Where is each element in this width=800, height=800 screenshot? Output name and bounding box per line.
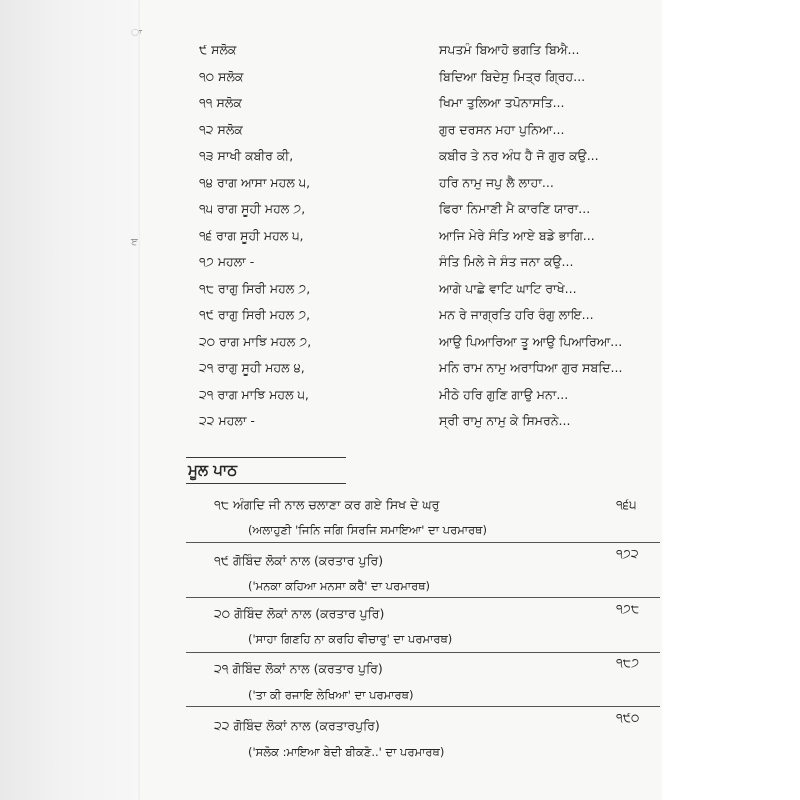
toc-first-line: ਸ੍ਰੀ ਰਾਮੁ ਨਾਮੁ ਕੇ ਸਿਮਰਨੇ... [439, 413, 571, 428]
entry-page-number: ੧੬੫ [616, 497, 637, 512]
toc-title: ੧੧ ਸਲੋਕ [199, 95, 242, 110]
toc-row [199, 41, 659, 68]
entry-subtitle: ('ਸਲੋਕ :ਮਾਇਆ ਬੇਦੀ ਬੀਕਣੋ..' ਦਾ ਪਰਮਾਰਥ) [248, 745, 445, 759]
toc-title: ੧੫ ਰਾਗ ਸੂਹੀ ਮਹਲ ੭, [199, 201, 306, 216]
toc-row [199, 121, 659, 148]
toc-first-line: ਬਿਦਿਆ ਬਿਦੇਸੁ ਮਿਤ੍ਰ ਗ੍ਰਿਹ... [439, 68, 586, 84]
right-background [662, 0, 800, 800]
toc-row [199, 359, 659, 386]
toc-title: ੨੨ ਮਹਲਾ - [199, 413, 255, 428]
toc-first-line: ਮਨਿ ਰਾਮ ਨਾਮੁ ਅਰਾਧਿਆ ਗੁਰ ਸਬਦਿ... [439, 360, 623, 375]
toc-title: ੧੦ ਸਲੋਕ [199, 68, 244, 84]
toc-first-line: ਮੀਠੇ ਹਰਿ ਗੁਣਿ ਗਾਉ ਮਨਾ... [439, 386, 569, 402]
toc-first-line: ਫਿਰਾ ਨਿਮਾਣੀ ਮੈ ਕਾਰਣਿ ਯਾਰਾ... [439, 201, 591, 216]
entry-subtitle: ('ਤਾ ਕੀ ਰਜਾਇ ਲੇਖਿਆ' ਦਾ ਪਰਮਾਰਥ) [248, 688, 414, 702]
toc-first-line: ਆਜਿ ਮੇਰੇ ਸੰਤਿ ਆਏ ਬਡੇ ਭਾਗਿ... [439, 227, 595, 243]
toc-row [199, 412, 659, 439]
entry-title: ੨੧ ਗੋਬਿੰਦ ਲੋਕਾਂ ਨਾਲ (ਕਰਤਾਰ ਪੁਰਿ) [214, 661, 383, 676]
section-rule [186, 457, 346, 458]
entry-title: ੧੮ ਅੰਗਦਿ ਜੀ ਨਾਲ ਚਲਾਣਾ ਕਰ ਗਏ ਸਿਖ ਦੇ ਘਰੁ [214, 497, 440, 512]
toc-first-line: ਆਗੇ ਪਾਛੇ ਵਾਟਿ ਘਾਟਿ ਰਾਖੇ... [439, 280, 577, 296]
entry-subtitle: ('ਸਾਹਾ ਗਿਣਹਿ ਨਾ ਕਰਹਿ ਵੀਚਾਰੁ' ਦਾ ਪਰਮਾਰਥ) [248, 632, 453, 646]
toc-row [199, 68, 659, 95]
toc-row [199, 306, 659, 333]
toc-row [199, 94, 659, 121]
toc-row [199, 253, 659, 280]
toc-title: ੧੯ ਰਾਗੁ ਸਿਰੀ ਮਹਲ ੭, [199, 307, 311, 322]
previous-page-edge [0, 0, 140, 800]
toc-title: ੨੧ ਰਾਗ ਮਾਝਿ ਮਹਲ ੫, [199, 386, 309, 402]
toc-row [199, 280, 659, 307]
page-edge-mark: ੲ [131, 237, 138, 248]
entry-page-number: ੧੮੭ [616, 655, 640, 670]
toc-first-line: ਖਿਮਾ ਤੁਲਿਆ ਤਪੋਨਾਸਤਿ... [439, 95, 565, 110]
toc-first-line: ਗੁਰ ਦਰਸਨ ਮਹਾ ਪੁਨਿਆ... [439, 121, 565, 137]
entry-title: ੧੯ ਗੋਬਿੰਦ ਲੋਕਾਂ ਨਾਲ (ਕਰਤਾਰ ਪੁਰਿ) [214, 553, 384, 568]
toc-first-line: ਸਪਤਮੰ ਬਿਆਹੋ ਭਗਤਿ ਬਿਐ... [439, 42, 580, 57]
toc-title: ੨੦ ਰਾਗ ਮਾਝਿ ਮਹਲ ੭, [199, 333, 312, 349]
toc-row [199, 147, 659, 174]
toc-title: ੧੨ ਸਲੋਕ [199, 121, 243, 137]
entry-page-number: ੧੭੨ [616, 546, 639, 561]
toc-list [199, 41, 659, 439]
toc-row [199, 333, 659, 360]
toc-title: ੨੧ ਰਾਗੁ ਸੂਹੀ ਮਹਲ ੪, [199, 360, 305, 375]
toc-row [199, 174, 659, 201]
page-edge-mark: ਾ [131, 28, 142, 39]
entry-page-number: ੧੭੮ [616, 601, 640, 616]
toc-first-line: ਕਬੀਰ ਤੇ ਨਰ ਅੰਧ ਹੈ ਜੋ ਗੁਰ ਕਉ... [439, 148, 599, 163]
entry-title: ੨੦ ਗੋਬਿੰਦ ਲੋਕਾਂ ਨਾਲ (ਕਰਤਾਰ ਪੁਰਿ) [214, 606, 385, 621]
entry-subtitle: ('ਮਨਕਾ ਕਹਿਆ ਮਨਸਾ ਕਰੈ' ਦਾ ਪਰਮਾਰਥ) [248, 579, 430, 593]
toc-title: ੧੪ ਰਾਗ ਆਸਾ ਮਹਲ ੫, [199, 174, 311, 190]
toc-title: ੧੬ ਰਾਗ ਸੂਹੀ ਮਹਲ ੫, [199, 227, 304, 243]
toc-first-line: ਮਨ ਰੇ ਜਾਗ੍ਰਤਿ ਹਰਿ ਰੰਗੁ ਲਾਇ... [439, 307, 594, 322]
toc-first-line: ਸੰਤਿ ਮਿਲੇ ਜੇ ਸੰਤ ਜਨਾ ਕਉ... [439, 254, 574, 269]
toc-first-line: ਆਉ ਪਿਆਰਿਆ ਤੂ ਆਉ ਪਿਆਰਿਆ... [439, 333, 623, 349]
toc-row [199, 200, 659, 227]
section-title: ਮੂਲ ਪਾਠ [188, 461, 238, 479]
toc-row [199, 386, 659, 413]
toc-title: ੯ ਸਲੋਕ [199, 42, 237, 57]
entry-title: ੨੨ ਗੋਬਿੰਦ ਲੋਕਾਂ ਨਾਲ (ਕਰਤਾਰਪੁਰਿ) [214, 718, 380, 733]
entry-subtitle: (ਅਲਾਹੁਣੀ 'ਜਿਨਿ ਜਗਿ ਸਿਰਜਿ ਸਮਾਇਆ' ਦਾ ਪਰਮਾਰਥ) [248, 523, 487, 537]
toc-title: ੧੭ ਮਹਲਾ - [199, 254, 255, 269]
toc-title: ੧੮ ਰਾਗੁ ਸਿਰੀ ਮਹਲ ੭, [199, 280, 311, 296]
entry-page-number: ੧੯੦ [616, 710, 640, 725]
toc-row [199, 227, 659, 254]
toc-title: ੧੩ ਸਾਖੀ ਕਬੀਰ ਕੀ, [199, 148, 294, 163]
section-rule [186, 483, 346, 484]
toc-first-line: ਹਰਿ ਨਾਮੁ ਜਪੁ ਲੈ ਲਾਹਾ... [439, 174, 554, 190]
